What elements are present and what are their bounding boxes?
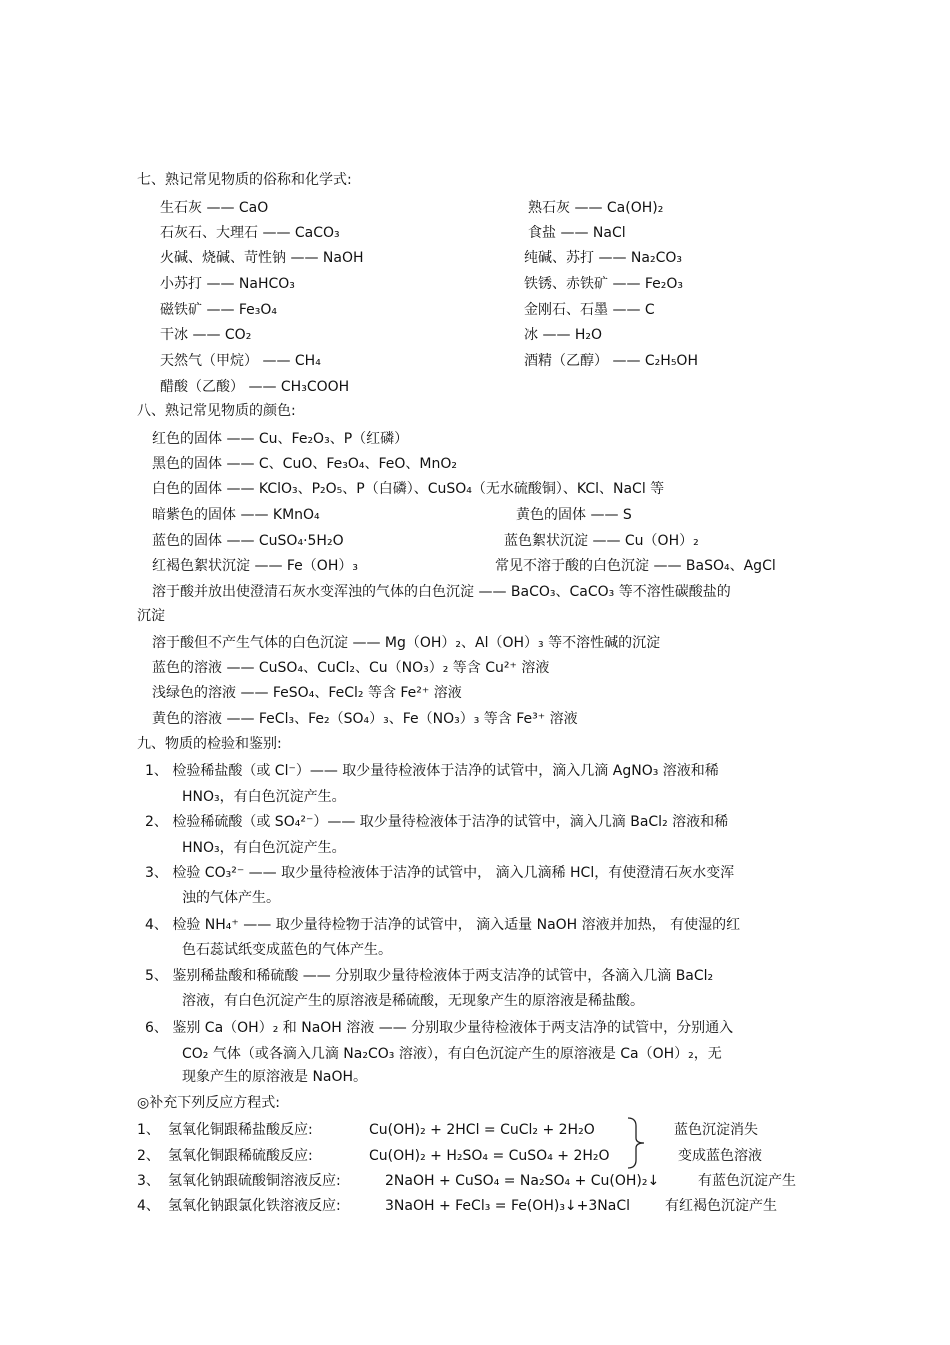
color-red-solid: 红色的固体 —— Cu、Fe₂O₃、P（红磷） xyxy=(152,431,409,447)
alias-left-6: 干冰 —— CO₂ xyxy=(160,327,252,343)
alias-right-4: 铁锈、赤铁矿 —— Fe₂O₃ xyxy=(524,276,684,292)
alias-right-1: 熟石灰 —— Ca(OH)₂ xyxy=(528,200,664,216)
reaction-3-note: 有蓝色沉淀产生 xyxy=(698,1173,796,1189)
alias-left-2: 石灰石、大理石 —— CaCO₃ xyxy=(160,225,340,241)
reaction-2-name: 氢氧化铜跟稀硫酸反应: xyxy=(168,1148,313,1164)
supplement-heading: ◎补充下列反应方程式: xyxy=(137,1095,280,1111)
test-item-1-line1: 1、 检验稀盐酸（或 Cl⁻）—— 取少量待检液体于洁净的试管中，滴入几滴 AgNO₃ 溶液和稀 xyxy=(145,763,719,779)
color-carbonate-line1: 溶于酸并放出使澄清石灰水变浑浊的气体的白色沉淀 —— BaCO₃、CaCO₃ 等不溶性碳酸盐的 xyxy=(152,584,731,600)
brace-note-1: 蓝色沉淀消失 xyxy=(674,1122,758,1138)
section8-heading: 八、熟记常见物质的颜色: xyxy=(137,403,296,419)
color-red-brown-precipitate: 红褐色絮状沉淀 —— Fe（OH）₃ xyxy=(152,558,358,574)
alias-right-3: 纯碱、苏打 —— Na₂CO₃ xyxy=(524,250,682,266)
alias-left-8: 醋酸（乙酸） —— CH₃COOH xyxy=(160,379,350,395)
color-yellow-solid: 黄色的固体 —— S xyxy=(516,507,632,523)
alias-right-2: 食盐 —— NaCl xyxy=(528,225,626,241)
color-black-solid: 黑色的固体 —— C、CuO、Fe₃O₄、FeO、MnO₂ xyxy=(152,456,457,472)
color-dark-purple-solid: 暗紫色的固体 —— KMnO₄ xyxy=(152,507,320,523)
section7-heading: 七、熟记常见物质的俗称和化学式: xyxy=(137,172,352,188)
test-item-2-line1: 2、 检验稀硫酸（或 SO₄²⁻）—— 取少量待检液体于洁净的试管中，滴入几滴 BaCl₂ 溶液和稀 xyxy=(145,814,729,830)
color-white-solid: 白色的固体 —— KClO₃、P₂O₅、P（白磷）、CuSO₄（无水硫酸铜）、KCl、NaCl 等 xyxy=(152,481,665,497)
brace-icon xyxy=(626,1116,648,1170)
color-carbonate-line2: 沉淀 xyxy=(137,608,165,624)
test-item-3-line2: 浊的气体产生。 xyxy=(182,890,280,906)
alias-left-1: 生石灰 —— CaO xyxy=(160,200,269,216)
test-item-4-line1: 4、 检验 NH₄⁺ —— 取少量待检物于洁净的试管中， 滴入适量 NaOH 溶液并加热， 有使湿的红 xyxy=(145,917,741,933)
alias-left-7: 天然气（甲烷） —— CH₄ xyxy=(160,353,321,369)
section9-heading: 九、物质的检验和鉴别: xyxy=(137,736,282,752)
test-item-5-line1: 5、 鉴别稀盐酸和稀硫酸 —— 分别取少量待检液体于两支洁净的试管中，各滴入几滴 BaCl₂ xyxy=(145,968,714,984)
color-base-precipitate: 溶于酸但不产生气体的白色沉淀 —— Mg（OH）₂、Al（OH）₃ 等不溶性碱的沉淀 xyxy=(152,635,661,651)
reaction-4-num: 4、 xyxy=(137,1198,160,1214)
reaction-2-equation: Cu(OH)₂ + H₂SO₄ = CuSO₄ + 2H₂O xyxy=(369,1148,610,1164)
reaction-1-num: 1、 xyxy=(137,1122,160,1138)
reaction-4-name: 氢氧化钠跟氯化铁溶液反应: xyxy=(168,1198,341,1214)
color-yellow-solution: 黄色的溶液 —— FeCl₃、Fe₂（SO₄）₃、Fe（NO₃）₃ 等含 Fe³⁺ 溶液 xyxy=(152,711,578,727)
test-item-1-line2: HNO₃，有白色沉淀产生。 xyxy=(182,789,346,805)
reaction-3-name: 氢氧化钠跟硫酸铜溶液反应: xyxy=(168,1173,341,1189)
alias-right-5: 金刚石、石墨 —— C xyxy=(524,302,655,318)
test-item-2-line2: HNO₃，有白色沉淀产生。 xyxy=(182,840,346,856)
test-item-4-line2: 色石蕊试纸变成蓝色的气体产生。 xyxy=(182,942,392,958)
brace-note-2: 变成蓝色溶液 xyxy=(678,1148,762,1164)
color-acid-insoluble-white: 常见不溶于酸的白色沉淀 —— BaSO₄、AgCl xyxy=(495,558,776,574)
alias-right-7: 酒精（乙醇） —— C₂H₅OH xyxy=(524,353,698,369)
reaction-4-equation: 3NaOH + FeCl₃ = Fe(OH)₃↓+3NaCl xyxy=(385,1198,631,1214)
alias-left-5: 磁铁矿 —— Fe₃O₄ xyxy=(160,302,278,318)
reaction-4-note: 有红褐色沉淀产生 xyxy=(665,1198,777,1214)
color-blue-solid: 蓝色的固体 —— CuSO₄·5H₂O xyxy=(152,533,344,549)
reaction-1-name: 氢氧化铜跟稀盐酸反应: xyxy=(168,1122,313,1138)
reaction-3-equation: 2NaOH + CuSO₄ = Na₂SO₄ + Cu(OH)₂↓ xyxy=(385,1173,660,1189)
alias-left-3: 火碱、烧碱、苛性钠 —— NaOH xyxy=(160,250,364,266)
color-blue-precipitate: 蓝色絮状沉淀 —— Cu（OH）₂ xyxy=(504,533,699,549)
reaction-1-equation: Cu(OH)₂ + 2HCl = CuCl₂ + 2H₂O xyxy=(369,1122,595,1138)
color-light-green-solution: 浅绿色的溶液 —— FeSO₄、FeCl₂ 等含 Fe²⁺ 溶液 xyxy=(152,685,462,701)
test-item-6-line1: 6、 鉴别 Ca（OH）₂ 和 NaOH 溶液 —— 分别取少量待检液体于两支洁净的试管中，分别通入 xyxy=(145,1020,734,1036)
reaction-2-num: 2、 xyxy=(137,1148,160,1164)
reaction-3-num: 3、 xyxy=(137,1173,160,1189)
test-item-5-line2: 溶液，有白色沉淀产生的原溶液是稀硫酸，无现象产生的原溶液是稀盐酸。 xyxy=(182,993,644,1009)
test-item-6-line3: 现象产生的原溶液是 NaOH。 xyxy=(182,1069,368,1085)
alias-right-6: 冰 —— H₂O xyxy=(524,327,603,343)
color-blue-solution: 蓝色的溶液 —— CuSO₄、CuCl₂、Cu（NO₃）₂ 等含 Cu²⁺ 溶液 xyxy=(152,660,550,676)
test-item-3-line1: 3、 检验 CO₃²⁻ —— 取少量待检液体于洁净的试管中， 滴入几滴稀 HCl，有使澄清石灰水变浑 xyxy=(145,865,735,881)
alias-left-4: 小苏打 —— NaHCO₃ xyxy=(160,276,295,292)
test-item-6-line2: CO₂ 气体（或各滴入几滴 Na₂CO₃ 溶液），有白色沉淀产生的原溶液是 Ca（OH）₂，无 xyxy=(182,1046,722,1062)
